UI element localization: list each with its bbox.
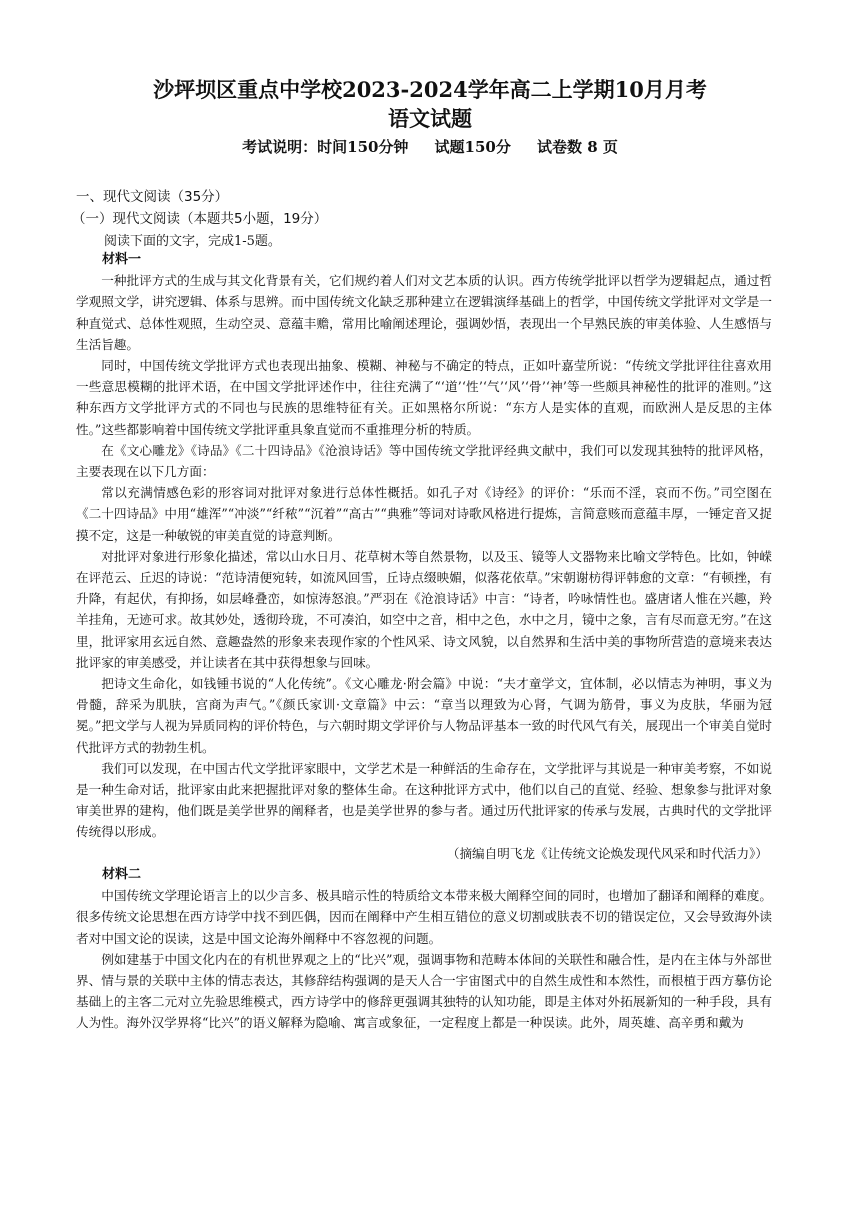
source-citation: （摘编自明飞龙《让传统文论焕发现代风采和时代活力》） [446,845,768,861]
paragraph: 对批评对象进行形象化描述，常以山水日月、花草树木等自然景物，以及玉、镜等人文器物来比喻文学特色。比如，钟嵘在评范云、丘迟的诗说：“范诗清便宛转，如流风回雪，丘诗点缀映媚，似落花依草。”宋朝谢枋得评韩愈的文章：“有顿挫，有升降，有起伏，有抑扬，如层峰叠峦，如惊涛怒浪。”严羽在《沧浪诗话》中言：“诗者，吟咏情性也。盛唐诸人惟在兴趣，羚羊挂角，无迹可求。故其妙处，透彻玲珑，不可凑泊，如空中之音，相中之色，水中之月，镜中之象，言有尽而意无穷。”在这里，批评家用玄远自然、意趣盎然的形象来表现作家的个性风采、诗文风貌，以自然界和生活中美的事物所营造的意境来表达批评家的审美感受，并让读者在其中获得想象与回味。 [76,548,772,670]
paragraph: 同时，中国传统文学批评方式也表现出抽象、模糊、神秘与不确定的特点，正如叶嘉莹所说：“传统文学批评往往喜欢用一些意思模糊的批评术语，在中国文学批评述作中，往往充满了“‘道’‘性’‘气’‘风’‘骨’‘神’等一些颇具神秘性的批评的准则。”这种东西方文学批评方式的不同也与民族的思维特征有关。正如黑格尔所说：“东方人是实体的直观，而欧洲人是反思的主体性。”这些都影响着中国传统文学批评重具象直觉而不重推理分析的特质。 [76,358,772,437]
reading-passage [76,249,772,1034]
material-label: 材料一 [102,252,142,267]
paragraph: 我们可以发现，在中国古代文学批评家眼中，文学艺术是一种鲜活的生命存在，文学批评与其说是一种审美考察，不如说是一种生命对话，批评家由此来把握批评对象的整体生命。在这种批评方式中，他们以自己的直觉、经验、想象参与批评对象审美世界的建构，他们既是美学世界的阐释者，也是美学世界的参与者。通过历代批评家的传承与发展，古典时代的文学批评传统得以形成。 [76,760,772,840]
exam-subject-title: 语文试题 [388,106,472,131]
paragraph: 在《文心雕龙》《诗品》《二十四诗品》《沧浪诗话》等中国传统文学批评经典文献中，我们可以发现其独特的批评风格，主要表现在以下几方面： [76,442,772,480]
paragraph: 把诗文生命化，如钱锺书说的“人化传统”。《文心雕龙·附会篇》中说：“夫才童学文，宜体制，必以情志为神明，事义为骨髓，辞采为肌肤，宫商为声气。”《颜氏家训·文章篇》中云：“章当以理致为心肾，气调为筋骨，事义为皮肤，华丽为冠冕。”把文学与人视为异质同构的评价特色，与六朝时期文学评价与人物品评基本一致的时代风气有关，展现出一个审美自觉时代批评方式的勃勃生机。 [76,676,772,755]
sub-section-heading: （一）现代文阅读（本题共5小题，19分） [72,211,328,227]
paragraph: 一种批评方式的生成与其文化背景有关，它们规约着人们对文艺本质的认识。西方传统学批评以哲学为逻辑起点，通过哲学观照文学，讲究逻辑、体系与思辨。而中国传统文化缺乏那种建立在逻辑演绎基础上的哲学，中国传统文学批评对文学是一种直觉式、总体性观照，生动空灵、意蕴丰赡，常用比喻阐述理论，强调妙悟，表现出一个早熟民族的审美体验、人生感悟与生活旨趣。 [76,273,772,352]
exam-info: 考试说明：时间150分钟 试题150分 试卷数 8 页 [242,138,618,156]
paragraph: 中国传统文学理论语言上的以少言多、极具暗示性的特质给文本带来极大阐释空间的同时，也增加了翻译和阐释的难度。很多传统文论思想在西方诗学中找不到匹偶，因而在阐释中产生相互错位的意义切割或肤表不切的错误定位，又会导致海外读者对中国文论的误读，这是中国文论海外阐释中不容忽视的问题。 [76,888,772,946]
exam-title: 沙坪坝区重点中学校2023-2024学年高二上学期10月月考 [153,77,707,102]
material-label: 材料二 [102,866,142,882]
paragraph: 例如建基于中国文化内在的有机世界观之上的“比兴”观，强调事物和范畴本体间的关联性和融合性，是内在主体与外部世界、情与景的关联中主体的情志表达，其修辞结构强调的是天人合一宇宙图式中的自然生成性和本然性，而根植于西方摹仿论基础上的主客二元对立先验思维模式，西方诗学中的修辞更强调其独特的认知功能，即是主体对外拓展新知的一种手段，具有人为性。海外汉学界将“比兴”的语义解释为隐喻、寓言或象征，一定程度上都是一种误读。此外，周英雄、高辛勇和戴为 [76,951,772,1031]
paragraph: 常以充满情感色彩的形容词对批评对象进行总体性概括。如孔子对《诗经》的评价：“乐而不淫，哀而不伤。”司空图在《二十四诗品》中用“雄浑”“冲淡”“纤秾”“沉着”“高古”“典雅”等词对诗歌风格进行提炼，言简意赅而意蕴丰厚，一锤定音又捉摸不定，这是一种敏锐的审美直觉的诗意判断。 [76,485,772,543]
section-heading: 一、现代文阅读（35分） [76,189,229,205]
reading-instruction: 阅读下面的文字，完成1-5题。 [104,234,281,249]
